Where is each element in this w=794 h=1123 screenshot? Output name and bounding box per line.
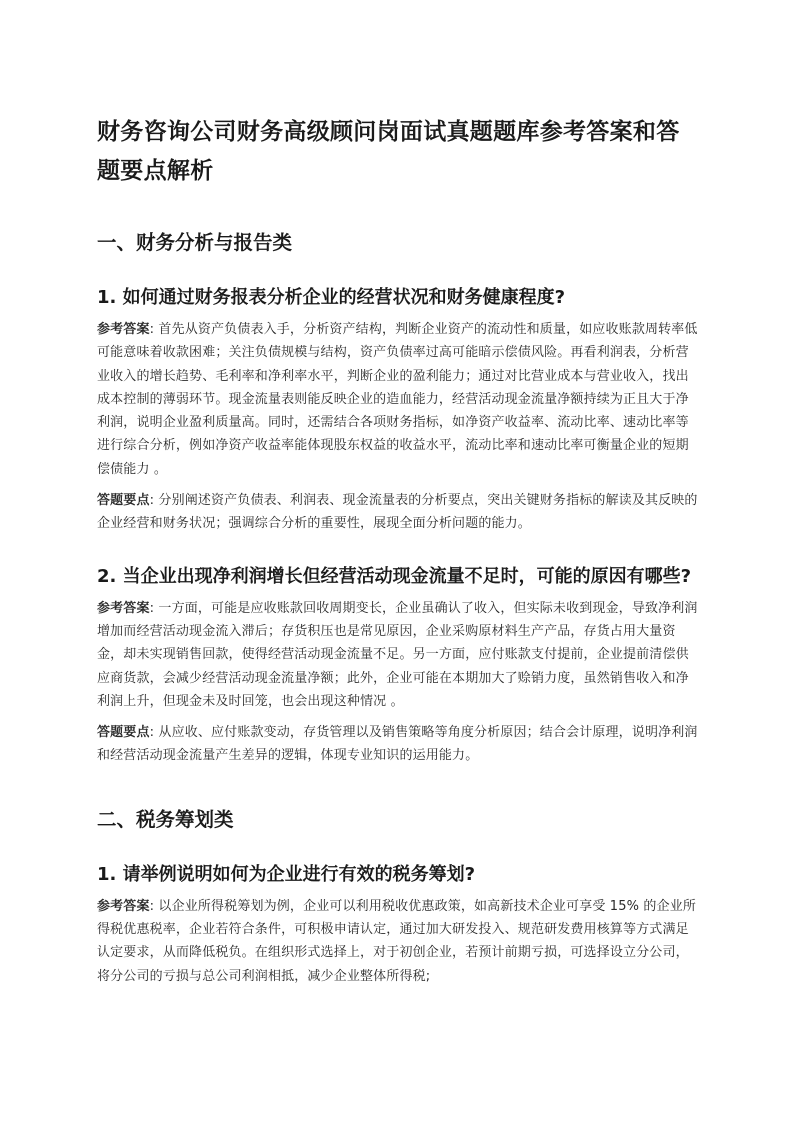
answer-label: 参考答案 [97, 600, 150, 616]
key-points-label: 答题要点 [97, 725, 150, 741]
label-colon: : [149, 600, 159, 616]
key-points-paragraph [97, 721, 698, 768]
answer-paragraph [97, 597, 698, 713]
answer-label: 参考答案 [97, 322, 150, 337]
answer-text: 首先从资产负债表入手，分析资产结构，判断企业资产的流动性和质量，如应收账款周转率低可能意味着收款困难；关注负债规模与结构，资产负债率过高可能暗示偿债风险。再看利润表，分析营业收入的增长趋势、毛利率和净利率水平，判断企业的盈利能力；通过对比营业成本与营业收入，找出成本控制的薄弱环节。现金流量表则能反映企业的造血能力，经营活动现金流量净额持续为正且大于净利润，说明企业盈利质量高。同时，还需结合各项财务指标，如净资产收益率、流动比率、速动比率等进行综合分析，例如净资产收益率能体现股东权益的收益水平，流动比率和速动比率可衡量企业的短期偿债能力 。 [97, 322, 698, 477]
question-title: 1. 请举例说明如何为企业进行有效的税务筹划? [97, 863, 476, 885]
label-colon: : [149, 898, 159, 914]
answer-paragraph [97, 895, 698, 988]
label-colon: : [149, 725, 159, 741]
answer-paragraph [97, 318, 698, 481]
section-title: 一、财务分析与报告类 [97, 231, 293, 254]
key-points-label: 答题要点 [97, 493, 150, 509]
answer-text: 一方面，可能是应收账款回收周期变长，企业虽确认了收入，但实际未收到现金，导致净利润增加而经营活动现金流入滞后；存货积压也是常见原因，企业采购原材料生产产品，存货占用大量资金，却未实现销售回款，使得经营活动现金流量不足。另一方面，应付账款支付提前，企业提前清偿供应商货款，会减少经营活动现金流量净额；此外，企业可能在本期加大了赊销力度，虽然销售收入和净利润上升，但现金未及时回笼，也会出现这种情况 。 [97, 600, 698, 709]
key-points-text: 从应收、应付账款变动，存货管理以及销售策略等角度分析原因；结合会计原理，说明净利润和经营活动现金流量产生差异的逻辑，体现专业知识的运用能力。 [97, 725, 698, 764]
answer-label: 参考答案 [97, 898, 150, 914]
answer-text: 以企业所得税筹划为例，企业可以利用税收优惠政策，如高新技术企业可享受 15% 的企业所得税优惠税率，企业若符合条件，可积极申请认定，通过加大研发投入、规范研发费用核算等方式满足认定要求，从而降低税负。在组织形式选择上，对于初创企业，若预计前期亏损，可选择设立分公司，将分公司的亏损与总公司利润相抵，减少企业整体所得税; [97, 898, 697, 984]
section-title: 二、税务筹划类 [97, 807, 234, 831]
key-points-text: 分别阐述资产负债表、利润表、现金流量表的分析要点，突出关键财务指标的解读及其反映的企业经营和财务状况；强调综合分析的重要性，展现全面分析问题的能力。 [97, 493, 698, 532]
question-title: 1. 如何通过财务报表分析企业的经营状况和财务健康程度? [97, 287, 566, 308]
label-colon: : [149, 493, 159, 509]
question-title: 2. 当企业出现净利润增长但经营活动现金流量不足时，可能的原因有哪些? [97, 565, 692, 587]
document-title: 财务咨询公司财务高级顾问岗面试真题题库参考答案和答题要点解析 [97, 119, 680, 184]
key-points-paragraph [97, 489, 698, 536]
label-colon: : [149, 322, 159, 337]
